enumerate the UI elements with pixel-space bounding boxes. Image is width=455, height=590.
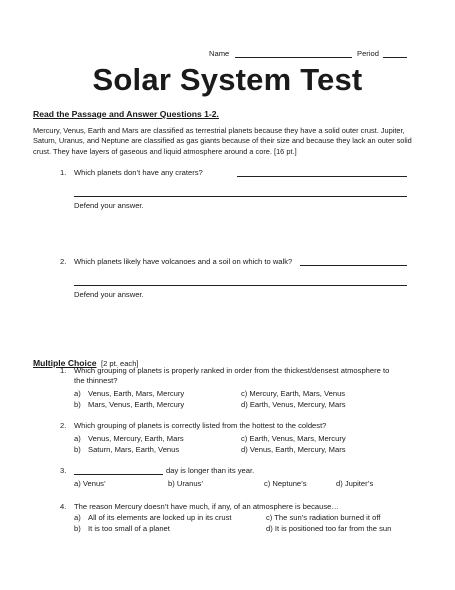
mc4-text: The reason Mercury doesn’t have much, if any, of an atmosphere is because…: [74, 502, 339, 511]
q2-defend-label: Defend your answer.: [74, 290, 144, 299]
period-line[interactable]: [383, 57, 407, 58]
mc3-option-d[interactable]: d) Jupiter’s: [336, 479, 374, 488]
mc1-option-b-letter[interactable]: b): [74, 400, 81, 409]
mc2-option-b-letter[interactable]: b): [74, 445, 81, 454]
section1-heading: Read the Passage and Answer Questions 1-2.: [33, 109, 219, 119]
period-label: Period: [357, 49, 379, 58]
mc4-option-a-letter[interactable]: a): [74, 513, 81, 522]
q2-answer-line-2[interactable]: [74, 285, 407, 286]
mc4-option-b[interactable]: It is too small of a planet: [88, 524, 170, 533]
mc4-option-d[interactable]: d) It is positioned too far from the sun: [266, 524, 392, 533]
mc3-option-a[interactable]: a) Venus’: [74, 479, 106, 488]
q2-text: Which planets likely have volcanoes and a soil on which to walk?: [74, 257, 293, 266]
mc3-blank-line[interactable]: [74, 474, 163, 475]
q1-text: Which planets don’t have any craters?: [74, 168, 203, 177]
mc2-option-b[interactable]: Saturn, Mars, Earth, Venus: [88, 445, 180, 454]
mc1-option-b[interactable]: Mars, Venus, Earth, Mercury: [88, 400, 185, 409]
mc2-option-a[interactable]: Venus, Mercury, Earth, Mars: [88, 434, 184, 443]
mc2-option-d[interactable]: d) Venus, Earth, Mercury, Mars: [241, 445, 346, 454]
mc1-option-c[interactable]: c) Mercury, Earth, Mars, Venus: [241, 389, 346, 398]
passage: Mercury, Venus, Earth and Mars are classified as terrestrial planets because they have a solid outer crust. Jupiter, Saturn, Uranus, and Neptune are classified as gas giants because of their size and because they lack an outer solid crust. They have layers of gaseous and liquid atmosphere around a core. [16 pt.]: [33, 126, 412, 156]
q1-answer-line-2[interactable]: [74, 196, 407, 197]
q1-answer-line[interactable]: [237, 176, 407, 177]
name-line[interactable]: [235, 57, 352, 58]
mc4-option-a[interactable]: All of its elements are locked up in its crust: [88, 513, 232, 522]
mc3-text: day is longer than its year.: [166, 466, 255, 475]
mc1-option-a[interactable]: Venus, Earth, Mars, Mercury: [88, 389, 185, 398]
mc2-option-a-letter[interactable]: a): [74, 434, 81, 443]
mc1-text-line1: Which grouping of planets is properly ranked in order from the thickest/densest atmosphere to: [74, 366, 390, 375]
mc4-number: 4.: [60, 502, 67, 511]
mc4-option-c[interactable]: c) The sun’s radiation burned it off: [266, 513, 381, 522]
mc1-option-d[interactable]: d) Earth, Venus, Mercury, Mars: [241, 400, 346, 409]
mc1-option-a-letter[interactable]: a): [74, 389, 81, 398]
mc1-text-line2: the thinnest?: [74, 376, 118, 385]
mc2-text: Which grouping of planets is correctly listed from the hottest to the coldest?: [74, 421, 327, 430]
q2-number: 2.: [60, 257, 67, 266]
page-title: Solar System Test: [92, 62, 363, 97]
mc1-number: 1.: [60, 366, 67, 375]
mc3-number: 3.: [60, 466, 67, 475]
section2-points: [2 pt. each]: [100, 359, 139, 368]
q1-defend-label: Defend your answer.: [74, 201, 144, 210]
mc2-option-c[interactable]: c) Earth, Venus, Mars, Mercury: [241, 434, 346, 443]
mc4-option-b-letter[interactable]: b): [74, 524, 81, 533]
name-label: Name: [209, 49, 230, 58]
mc2-number: 2.: [60, 421, 67, 430]
mc3-option-c[interactable]: c) Neptune’s: [264, 479, 307, 488]
q2-answer-line[interactable]: [300, 265, 407, 266]
mc3-option-b[interactable]: b) Uranus’: [168, 479, 204, 488]
q1-number: 1.: [60, 168, 67, 177]
section2-heading: Multiple Choice: [33, 358, 97, 368]
